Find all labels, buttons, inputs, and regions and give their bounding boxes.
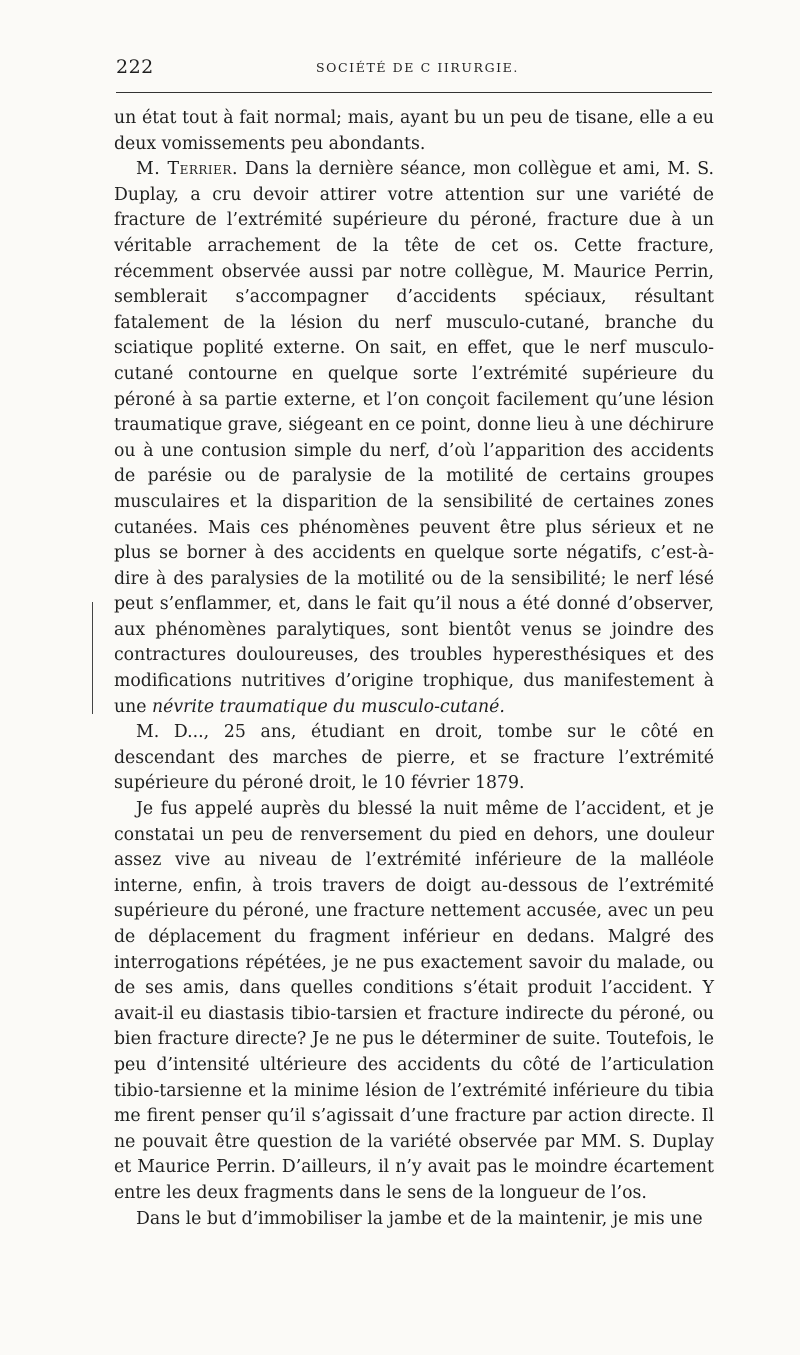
page-number: 222 bbox=[116, 56, 154, 78]
paragraph-terrier-italic: névrite traumatique du musculo-cutané. bbox=[151, 696, 505, 717]
paragraph-continuation: un état tout à fait normal; mais, ayant bu un peu de tisane, elle a eu deux vomissements peu abondants. bbox=[114, 108, 714, 154]
speaker-name: M. Terrier. bbox=[136, 159, 238, 180]
paragraph-terrier-text: Dans la dernière séance, mon collègue et ami, M. S. Duplay, a cru devoir attirer votre attention sur une variété de fracture de l’extrémité supérieure du péroné, fracture due à un véritable arrachement de la tête de cet os. Cette fracture, récemment observée aussi par notre collègue, M. Maurice Perrin, semblerait s’accompagner d’accidents spéciaux, résultant fatalement de la lésion du nerf musculo-cutané, branche du sciatique poplité externe. On sait, en effet, que le nerf musculo-cutané contourne en quelque sorte l’extrémité supérieure du péroné à sa partie externe, et l’on conçoit facilement qu’une lésion traumatique grave, siégeant en ce point, donne lieu à une déchirure ou à une contusion simple du nerf, d’où l’apparition des accidents de parésie ou de paralysie de la motilité de certains groupes musculaires et la disparition de la sensibilité de certaines zones cutanées. Mais ces phénomènes peuvent être plus sérieux et ne plus se borner à des accidents en quelque sorte négatifs, c’est-à-dire à des paralysies de la motilité ou de la sensibilité; le nerf lésé peut s’enflammer, et, dans le fait qu’il nous a été donné d’observer, aux phénomènes paralytiques, sont bientôt venus se joindre des contractures douloureuses, des troubles hyperesthésiques et des modifications nutritives d’origine trophique, dus manifestement à une bbox=[114, 159, 714, 717]
body-text bbox=[114, 106, 714, 1232]
paragraph-terrier bbox=[114, 157, 714, 720]
page-header bbox=[116, 56, 716, 82]
paragraph-case: M. D..., 25 ans, étudiant en droit, tombe sur le côté en descendant des marches de pierre, et se fracture l’extrémité supérieure du péroné droit, le 10 février 1879. bbox=[114, 722, 714, 794]
running-head: SOCIÉTÉ DE C IIRURGIE. bbox=[316, 60, 519, 75]
header-rule bbox=[116, 92, 712, 93]
paragraph-last: Dans le but d’immobiliser la jambe et de la maintenir, je mis une bbox=[136, 1208, 703, 1229]
margin-bracket-mark bbox=[92, 602, 99, 714]
paragraph-observation: Je fus appelé auprès du blessé la nuit même de l’accident, et je constatai un peu de renversement du pied en dehors, une douleur assez vive au niveau de l’extrémité inférieure de la malléole interne, enfin, à trois travers de doigt au-dessous de l’extrémité supérieure du péroné, une fracture nettement accusée, avec un peu de déplacement du fragment inférieur en dedans. Malgré des interrogations répétées, je ne pus exactement savoir du malade, ou de ses amis, dans quelles conditions s’était produit l’accident. Y avait-il eu diastasis tibio-tarsien et fracture indirecte du péroné, ou bien fracture directe? Je ne pus le déterminer de suite. Toutefois, le peu d’intensité ultérieure des accidents du côté de l’articulation tibio-tarsienne et la minime lésion de l’extrémité inférieure du tibia me firent penser qu’il s’agissait d’une fracture par action directe. Il ne pouvait être question de la variété observée par MM. S. Duplay et Maurice Perrin. D’ailleurs, il n’y avait pas le moindre écartement entre les deux fragments dans le sens de la longueur de l’os. bbox=[114, 799, 714, 1203]
